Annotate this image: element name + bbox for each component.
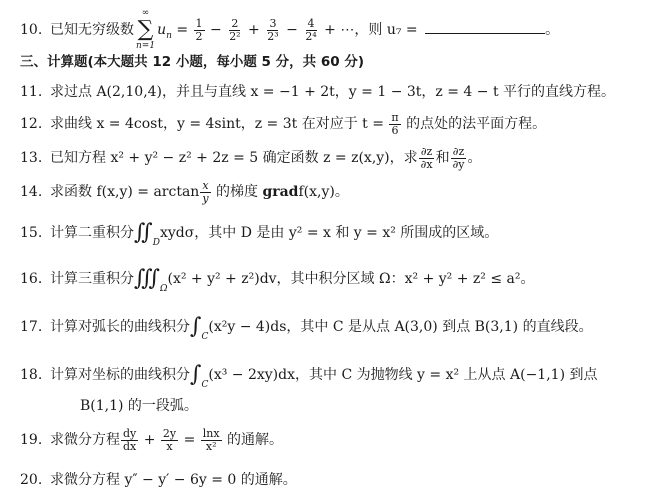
triple-integral-sign: ∭ <box>134 266 161 291</box>
question-11: 11. 求过点 A(2,10,4)，并且与直线 x = −1 + 2t，y = 1 − 3t，z = 4 − t 平行的直线方程。 <box>20 84 616 100</box>
question-18: 18. 计算对坐标的曲线积分$\int_C(x^3 - 2xy)dx$，其中 C 为抛物线 y = x² 上从点 A(−1,1) 到点 <box>20 362 598 390</box>
question-15: 15. 计算二重积分$∬_Dxyd\sigma$，其中 D 是由 y² = x 和 y = x² 所围成的区域。 <box>20 220 499 248</box>
section-heading: 三、计算题(本大题共 12 小题，每小题 5 分，共 60 分) <box>20 54 365 70</box>
question-20: 20. 求微分方程 y″ − y′ − 6y = 0 的通解。 <box>20 472 297 488</box>
line-integral-sign: ∫ <box>190 314 202 339</box>
question-16: 16. 计算三重积分$∭_\Omega(x^2 + y^2 + z^2)dv$，其中积分区域 Ω：x² + y² + z² ≤ a²。 <box>20 266 535 294</box>
question-14: 14. 求函数 f(x,y) = arctan $\frac{x}{y}$ 的梯度 gradf(x,y)。 <box>20 178 349 205</box>
line-integral-sign: ∫ <box>190 362 202 387</box>
double-integral-sign: ∬ <box>134 220 153 245</box>
summation: ∞ ∑ n=1 <box>136 8 156 51</box>
question-17: 17. 计算对弧长的曲线积分$\int_C(x^2y - 4)ds$，其中 C 是从点 A(3,0) 到点 B(3,1) 的直线段。 <box>20 314 593 342</box>
question-12: 12. 求曲线 x = 4cost，y = 4sint，z = 3t 在对应于 t = $\frac{\pi}{6}$ 的点处的法平面方程。 <box>20 110 547 137</box>
answer-blank[interactable] <box>425 19 545 34</box>
question-19: 19. 求微分方程 $\frac{dy}{dx}$ + $\frac{2y}{x}$ = $\frac{\ln x}{\text{x²}}$ 的通解。 <box>20 426 284 453</box>
question-10: 10. 已知无穷级数 ∞ ∑ n=1 $u_n$ = $\frac{1}{2}$ − $\frac{2}{\text{2²}}$ + $\frac{3}{\text{2³}}$ − $\frac{4}{\text{2⁴}}$ + ⋯，则 u₇ = 。 <box>20 8 560 51</box>
question-18-continuation: B(1,1) 的一段弧。 <box>80 398 198 414</box>
question-13: 13. 已知方程 x² + y² − z² + 2z = 5 确定函数 z = z(x,y)，求 $\frac{\partial z}{\partial x}$ 和 $\frac{\partial z}{\partial y}$ 。 <box>20 144 482 171</box>
question-number: 10. <box>20 22 43 38</box>
